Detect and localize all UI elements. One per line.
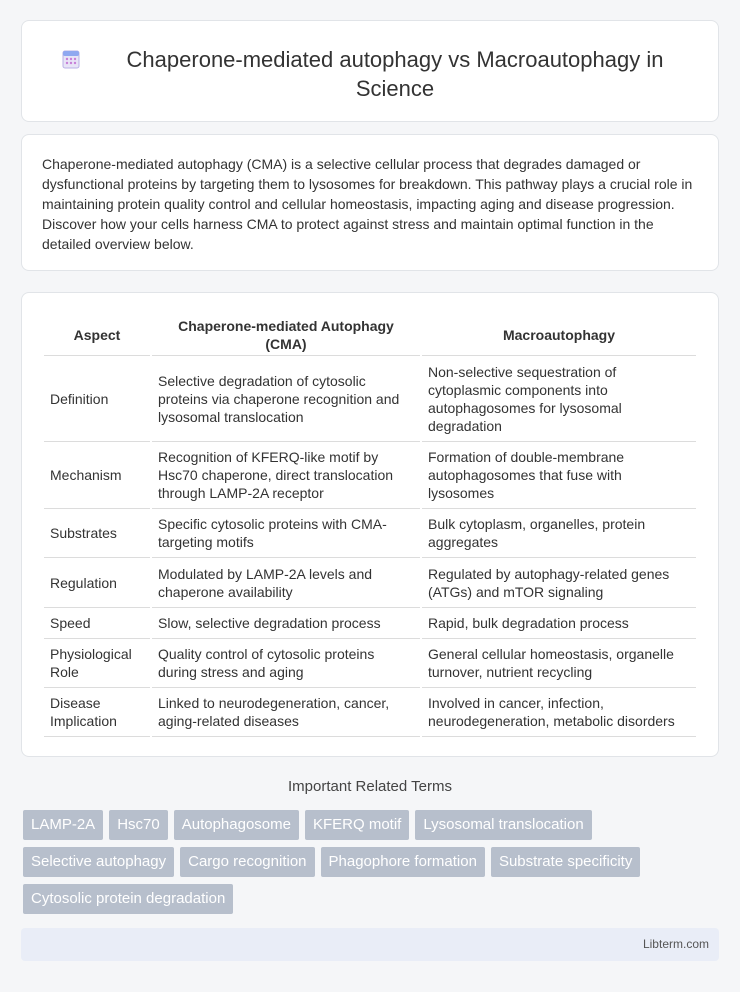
macro-cell: Formation of double-membrane autophagosomes that fuse with lysosomes (422, 442, 696, 509)
header-aspect: Aspect (44, 313, 150, 356)
cma-cell: Specific cytosolic proteins with CMA-targeting motifs (152, 509, 420, 558)
table-row (44, 509, 696, 558)
table-row (44, 442, 696, 509)
related-term-tag[interactable]: Lysosomal translocation (415, 810, 591, 840)
related-term-tag[interactable]: Hsc70 (109, 810, 168, 840)
related-term-tag[interactable]: KFERQ motif (305, 810, 409, 840)
macro-cell: Rapid, bulk degradation process (422, 608, 696, 639)
cma-cell: Slow, selective degradation process (152, 608, 420, 639)
related-terms-list (23, 810, 703, 914)
macro-cell: Involved in cancer, infection, neurodegeneration, metabolic disorders (422, 688, 696, 737)
table-row (44, 608, 696, 639)
intro-paragraph: Chaperone-mediated autophagy (CMA) is a selective cellular process that degrades damaged or dysfunctional proteins by targeting them to lysosomes for breakdown. This pathway plays a crucial role in maintaining protein quality control and cellular homeostasis, impacting aging and disease progression. Discover how your cells harness CMA to protect against stress and maintain optimal function in the detailed overview below. (42, 156, 693, 252)
cma-cell: Linked to neurodegeneration, cancer, aging-related diseases (152, 688, 420, 737)
footer-site-link[interactable]: Libterm.com (642, 937, 709, 951)
page-title: Chaperone-mediated autophagy vs Macroautophagy in Science (126, 47, 664, 101)
related-term-tag[interactable]: Substrate specificity (491, 847, 640, 877)
table-row (44, 639, 696, 688)
aspect-cell: Speed (44, 608, 150, 639)
cma-cell: Selective degradation of cytosolic proteins via chaperone recognition and lysosomal translocation (152, 356, 420, 442)
related-term-tag[interactable]: Autophagosome (174, 810, 299, 840)
header-macroautophagy: Macroautophagy (422, 313, 696, 356)
table-row (44, 688, 696, 737)
related-term-tag[interactable]: Cytosolic protein degradation (23, 884, 233, 914)
table-row (44, 558, 696, 608)
aspect-cell: Substrates (44, 509, 150, 558)
cma-cell: Modulated by LAMP-2A levels and chaperone availability (152, 558, 420, 608)
related-term-tag[interactable]: Selective autophagy (23, 847, 174, 877)
aspect-cell: Regulation (44, 558, 150, 608)
header-cma: Chaperone-mediated Autophagy (CMA) (152, 313, 420, 356)
comparison-table (42, 313, 698, 737)
aspect-cell: Physiological Role (44, 639, 150, 688)
cma-cell: Quality control of cytosolic proteins during stress and aging (152, 639, 420, 688)
macro-cell: Regulated by autophagy-related genes (ATGs) and mTOR signaling (422, 558, 696, 608)
related-term-tag[interactable]: Phagophore formation (321, 847, 485, 877)
related-term-tag[interactable]: LAMP-2A (23, 810, 103, 840)
related-term-tag[interactable]: Cargo recognition (180, 847, 314, 877)
macro-cell: Non-selective sequestration of cytoplasmic components into autophagosomes for lysosomal degradation (422, 356, 696, 442)
table-row (44, 356, 696, 442)
related-terms-title: Important Related Terms (288, 778, 452, 795)
intro-card (21, 134, 719, 271)
table-header-row (44, 313, 696, 356)
cma-cell: Recognition of KFERQ-like motif by Hsc70 chaperone, direct translocation through LAMP-2A receptor (152, 442, 420, 509)
aspect-cell: Mechanism (44, 442, 150, 509)
title-card (21, 20, 719, 122)
footer (21, 928, 719, 961)
macro-cell: Bulk cytoplasm, organelles, protein aggregates (422, 509, 696, 558)
aspect-cell: Disease Implication (44, 688, 150, 737)
comparison-table-card (21, 292, 719, 757)
macro-cell: General cellular homeostasis, organelle turnover, nutrient recycling (422, 639, 696, 688)
aspect-cell: Definition (44, 356, 150, 442)
